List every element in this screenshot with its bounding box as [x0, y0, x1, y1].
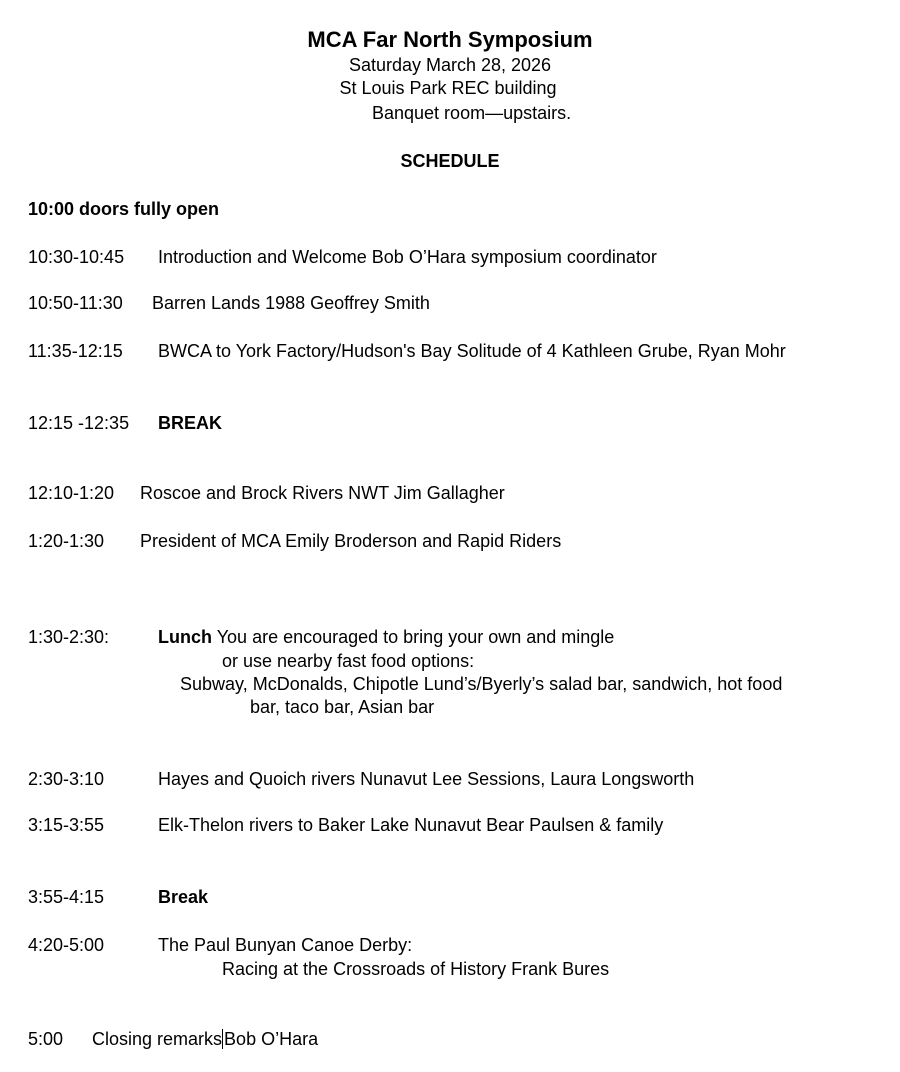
item-time: 12:15 -12:35	[28, 413, 130, 433]
item-text-line: Racing at the Crossroads of History Frank Bures	[222, 959, 610, 979]
item-text: Introduction and Welcome Bob O’Hara symposium coordinator	[158, 247, 657, 267]
item-time: 2:30-3:10	[28, 769, 105, 789]
item-text: Barren Lands 1988 Geoffrey Smith	[152, 293, 430, 313]
doors-open: 10:00 doors fully open	[28, 199, 220, 219]
item-time: 1:20-1:30	[28, 531, 105, 551]
item-time: 10:30-10:45	[28, 247, 125, 267]
item-text: You are encouraged to bring your own and mingle	[216, 627, 615, 647]
item-time: 3:15-3:55	[28, 815, 105, 835]
item-time: 4:20-5:00	[28, 935, 105, 955]
item-time: 10:50-11:30	[28, 293, 123, 313]
item-time: 11:35-12:15	[28, 341, 123, 361]
item-text: BWCA to York Factory/Hudson's Bay Solitude of 4 Kathleen Grube, Ryan Mohr	[158, 341, 786, 361]
event-date: Saturday March 28, 2026	[348, 55, 552, 75]
lunch-label: Lunch	[158, 627, 212, 647]
item-time: 1:30-2:30:	[28, 627, 110, 647]
item-text: BREAK	[158, 413, 223, 433]
schedule-heading: SCHEDULE	[400, 151, 500, 171]
item-time: 12:10-1:20	[28, 483, 115, 503]
item-text: Break	[158, 887, 209, 907]
text-cursor	[222, 1029, 223, 1049]
item-text-line: or use nearby fast food options:	[222, 651, 475, 671]
item-text: President of MCA Emily Broderson and Rapid Riders	[140, 531, 562, 551]
item-text-line: Subway, McDonalds, Chipotle Lund’s/Byerly’s salad bar, sandwich, hot food	[180, 674, 783, 694]
event-venue: St Louis Park REC building	[339, 78, 557, 98]
item-text: The Paul Bunyan Canoe Derby:	[158, 935, 413, 955]
document-title: MCA Far North Symposium	[307, 27, 593, 52]
item-time: 5:00	[28, 1029, 64, 1049]
item-time: 3:55-4:15	[28, 887, 105, 907]
item-text: Roscoe and Brock Rivers NWT Jim Gallagher	[140, 483, 505, 503]
event-room: Banquet room—upstairs.	[372, 103, 572, 123]
item-text-line: bar, taco bar, Asian bar	[250, 697, 435, 717]
item-text: Hayes and Quoich rivers Nunavut Lee Sessions, Laura Longsworth	[158, 769, 695, 789]
item-text: Closing remarks	[92, 1029, 223, 1049]
item-text: Elk-Thelon rivers to Baker Lake Nunavut Bear Paulsen & family	[158, 815, 664, 835]
item-text-speaker: Bob O’Hara	[224, 1029, 319, 1049]
